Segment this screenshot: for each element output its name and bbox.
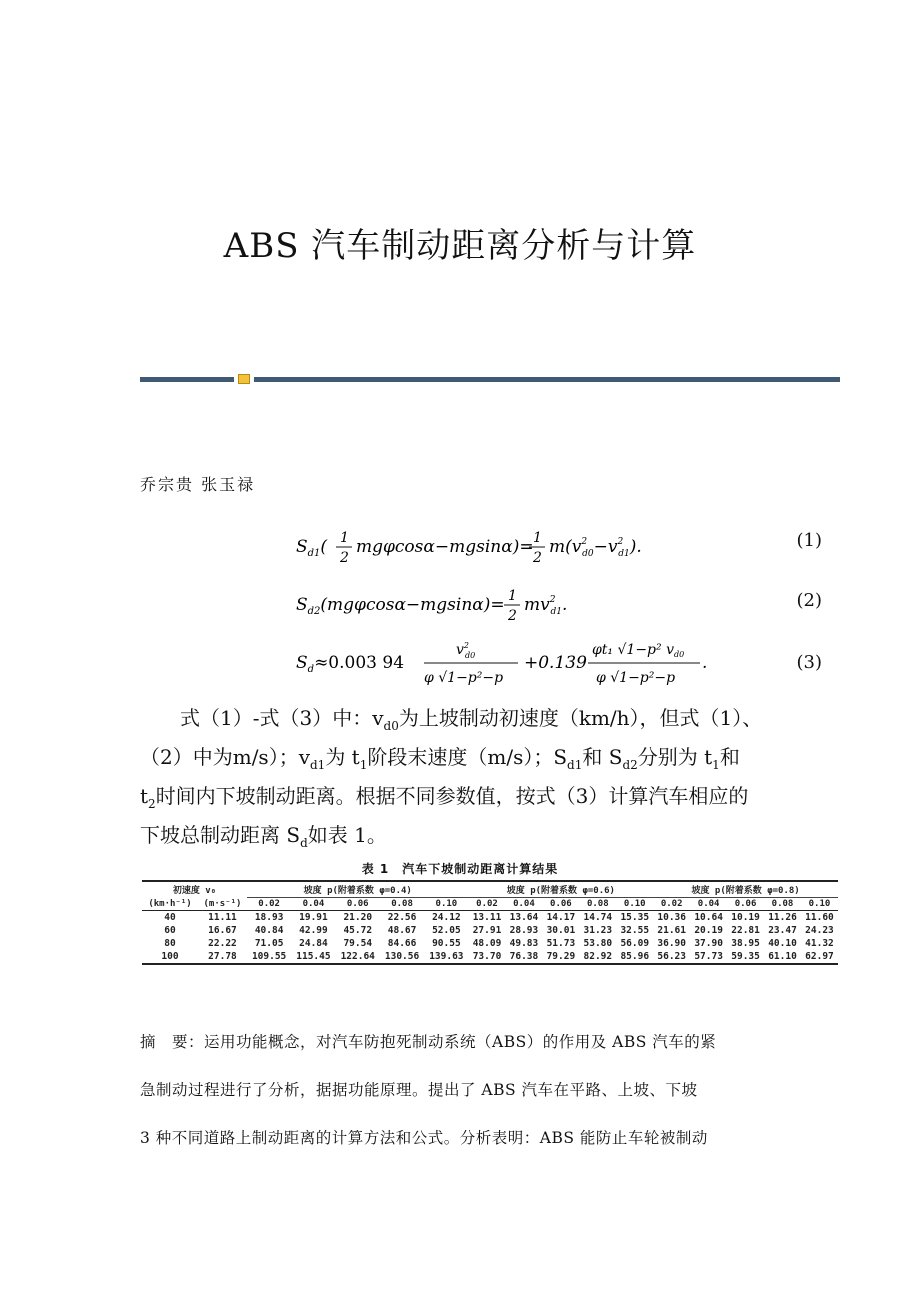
divider-bar-left: [140, 377, 234, 382]
table-row: [142, 911, 838, 925]
equation-3-formula: [296, 638, 796, 692]
divider-mark-icon: [238, 374, 250, 384]
table-cell: 100: [142, 950, 198, 964]
table-cell: 24.84: [299, 938, 328, 949]
divider-bar-right: [254, 377, 840, 382]
table-cell: 11.11: [208, 912, 237, 923]
table-cell: 13.64: [509, 912, 539, 923]
table-cell: 48.09: [472, 938, 502, 949]
table-cell: 11.26: [768, 912, 797, 923]
table-cell: 76.38: [505, 950, 542, 964]
svg-text:1: 1: [533, 530, 542, 546]
table-cell: 41.32: [805, 938, 834, 949]
results-table: [142, 880, 838, 965]
table-cell: 28.93: [509, 925, 539, 936]
equation-2-formula: [296, 582, 796, 628]
table-cell: 73.70: [469, 950, 506, 964]
header-slope: 0.08: [764, 898, 801, 911]
header-slope: 0.04: [291, 898, 335, 911]
svg-text:φt₁ √1−p² vd0: φt₁ √1−p² $v_{d0}$: [592, 642, 685, 659]
table-row: [142, 924, 838, 937]
table-cell: 109.55: [247, 950, 291, 964]
table-cell: 10.19: [731, 912, 760, 923]
table-cell: 15.35: [620, 912, 650, 923]
table-cell: 22.81: [731, 925, 760, 936]
table-cell: 56.23: [653, 950, 690, 964]
table-caption: 表 1 汽车下坡制动距离计算结果: [361, 862, 559, 876]
equation-3-number: (3): [796, 652, 822, 673]
table-cell: 21.61: [657, 925, 686, 936]
table-cell: 71.05: [254, 938, 284, 949]
header-unit-kmh: (km·h⁻¹): [142, 898, 198, 911]
abstract-line-1: 摘 要：运用功能概念，对汽车防抱死制动系统（ABS）的作用及 ABS 汽车的紧: [140, 1033, 717, 1051]
table-cell: 60: [164, 925, 176, 936]
table-cell: 27.91: [472, 925, 502, 936]
equation-2: [296, 582, 836, 628]
table-cell: 59.35: [727, 950, 764, 964]
svg-text:Sd≈0.003 94: $S_d\approx 0.003$ 94: [296, 653, 405, 675]
table-cell: 10.64: [694, 912, 723, 923]
header-group-2: 坡度 p(附着系数 φ=0.6): [469, 881, 654, 898]
table-cell: 22.22: [208, 938, 237, 949]
svg-text:1: 1: [508, 588, 517, 604]
svg-text:1: 1: [340, 530, 349, 546]
body-line-3: $t_2$时间内下坡制动距离。根据不同参数值，按式（3）计算汽车相应的: [140, 784, 749, 811]
header-group-3: 坡度 p(附着系数 φ=0.8): [653, 881, 838, 898]
table-cell: 45.72: [343, 925, 373, 936]
header-slope: 0.08: [579, 898, 616, 911]
svg-text:φ √1−p²−p: φ √1−p²−p: [596, 670, 676, 686]
table-cell: 24.23: [805, 925, 834, 936]
table-cell: 38.95: [731, 938, 760, 949]
abstract-line-2: 急制动过程进行了分析，据据功能原理。提出了 ABS 汽车在平路、上坡、下坡: [140, 1081, 698, 1099]
table-cell: 30.01: [546, 925, 576, 936]
header-slope: 0.06: [727, 898, 764, 911]
table-cell: 21.20: [343, 912, 373, 923]
table-cell: 130.56: [380, 950, 424, 964]
equation-1: [296, 522, 836, 568]
body-line-2: （2）中为m/s）；$v_{d1}$为 $t_1$阶段末速度（m/s）；$S_{d1}$和 $S_{d2}$分别为 $t_1$和: [140, 745, 740, 772]
authors: 乔宗贵 张玉禄: [140, 475, 256, 494]
table-row: [142, 950, 838, 964]
table-cell: 14.74: [583, 912, 613, 923]
table-cell: 32.55: [620, 925, 650, 936]
svg-text:2: 2: [340, 550, 349, 566]
table-cell: 27.78: [198, 950, 247, 964]
table-cell: 139.63: [424, 950, 468, 964]
table-cell: 115.45: [291, 950, 335, 964]
table-cell: 62.97: [801, 950, 838, 964]
table-cell: 40.84: [254, 925, 284, 936]
header-slope: 0.02: [247, 898, 291, 911]
svg-text:+0.139: +0.139: [524, 653, 587, 673]
table-cell: 22.56: [387, 912, 417, 923]
table-cell: 82.92: [579, 950, 616, 964]
header-slope: 0.04: [690, 898, 727, 911]
header-slope: 0.10: [801, 898, 838, 911]
table-cell: 79.29: [542, 950, 579, 964]
table-cell: 37.90: [694, 938, 723, 949]
table-cell: 52.05: [432, 925, 461, 936]
svg-text:2: 2: [533, 550, 542, 566]
equation-2-number: (2): [796, 590, 822, 611]
header-slope: 0.10: [424, 898, 468, 911]
body-paragraph: [140, 703, 840, 859]
svg-text:.: .: [702, 653, 708, 673]
table-cell: 51.73: [546, 938, 576, 949]
table-cell: 18.93: [254, 912, 284, 923]
table-cell: 10.36: [657, 912, 686, 923]
table-cell: 56.09: [620, 938, 650, 949]
body-line-4: 下坡总制动距离 $S_d$如表 1。: [140, 823, 387, 850]
header-slope: 0.04: [505, 898, 542, 911]
table-cell: 24.12: [432, 912, 461, 923]
table-row: [142, 937, 838, 950]
table-cell: 40: [164, 912, 176, 923]
table-cell: 85.96: [616, 950, 653, 964]
header-unit-ms: (m·s⁻¹): [198, 898, 247, 911]
equation-3: [296, 638, 836, 692]
header-slope: 0.02: [469, 898, 506, 911]
svg-text:2: 2: [508, 608, 517, 624]
table-cell: 90.55: [432, 938, 461, 949]
equation-1-formula: [296, 522, 796, 568]
table-cell: 23.47: [768, 925, 797, 936]
svg-text:m(v2d0−v2d1).: $m(v^2$ $d0-v^2$ d1).: [549, 537, 642, 559]
svg-text:Sd1(: $S_{d1}$(: [296, 537, 328, 559]
body-line-1: 式（1）-式（3）中：$v_{d0}$为上坡制动初速度（km/h），但式（1）、: [180, 706, 763, 733]
header-slope: 0.06: [542, 898, 579, 911]
table-cell: 40.10: [768, 938, 797, 949]
table-cell: 36.90: [657, 938, 686, 949]
svg-text:mgφcosα−mgsinα)=: mgφcosα−mgsinα)=: [356, 537, 534, 557]
title-divider: [140, 374, 840, 384]
table-cell: 42.99: [299, 925, 328, 936]
table-cell: 19.91: [299, 912, 328, 923]
header-slope: 0.06: [336, 898, 380, 911]
equation-1-number: (1): [796, 530, 822, 551]
table-cell: 61.10: [764, 950, 801, 964]
table-cell: 20.19: [694, 925, 723, 936]
table-cell: 122.64: [336, 950, 380, 964]
svg-text:Sd2(mgφcosα−mgsinα)=: $S_{d2}(mg\varphi\cos\alpha-mgsin\alpha)=$: [296, 595, 505, 617]
abstract-line-3: 3 种不同道路上制动距离的计算方法和公式。分析表明：ABS 能防止车轮被制动: [140, 1129, 708, 1147]
table-cell: 14.17: [546, 912, 576, 923]
table-cell: 84.66: [387, 938, 417, 949]
table-cell: 79.54: [343, 938, 373, 949]
table-cell: 53.80: [583, 938, 613, 949]
table-cell: 31.23: [583, 925, 613, 936]
table-cell: 57.73: [690, 950, 727, 964]
table-cell: 13.11: [472, 912, 502, 923]
header-group-1: 坡度 p(附着系数 φ=0.4): [247, 881, 469, 898]
table-cell: 16.67: [208, 925, 237, 936]
header-speed: 初速度 v₀: [142, 881, 247, 898]
header-slope: 0.08: [380, 898, 424, 911]
table-cell: 49.83: [509, 938, 539, 949]
svg-text:φ √1−p²−p: φ √1−p²−p: [424, 670, 504, 686]
page-title: ABS 汽车制动距离分析与计算: [223, 226, 697, 266]
header-slope: 0.10: [616, 898, 653, 911]
header-slope: 0.02: [653, 898, 690, 911]
svg-text:v2d0: $v^2$ d0: [456, 641, 476, 660]
table-cell: 80: [164, 938, 176, 949]
svg-text:mv2d1.: $mv^2$ d1.: [524, 595, 568, 617]
table-cell: 11.60: [805, 912, 834, 923]
table-cell: 48.67: [387, 925, 417, 936]
